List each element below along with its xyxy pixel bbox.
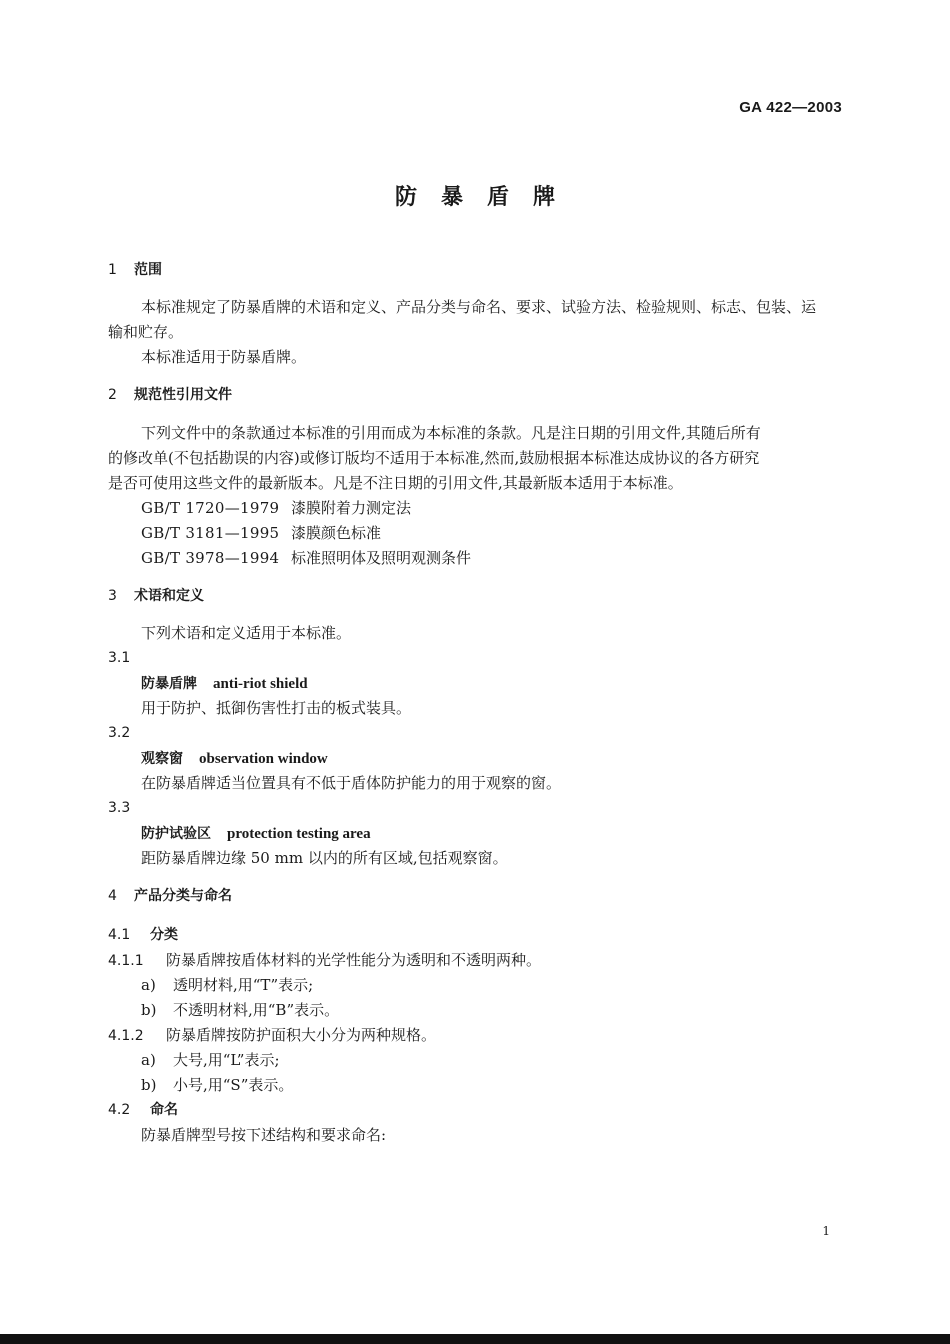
list-item: b) 小号,用“S”表示。 [141,1076,294,1094]
term-entry: 观察窗 observation window [141,751,328,767]
term-entry: 防暴盾牌 anti-riot shield [141,676,308,692]
section-heading-2: 2 规范性引用文件 [108,387,232,403]
term-number: 3.3 [108,800,131,816]
paragraph: 本标准规定了防暴盾牌的术语和定义、产品分类与命名、要求、试验方法、检验规则、标志、包装、运 [141,298,817,316]
list-item: a) 大号,用“L”表示; [141,1051,280,1069]
page-number: 1 [822,1224,830,1238]
paragraph: 防暴盾牌型号按下述结构和要求命名: [141,1126,387,1144]
section-heading-3: 3 术语和定义 [108,588,204,604]
reference-item: GB/T 1720—1979 漆膜附着力测定法 [141,499,412,517]
term-definition: 在防暴盾牌适当位置具有不低于盾体防护能力的用于观察的窗。 [141,774,562,792]
document-title: 防暴盾牌 [394,185,579,210]
paragraph: 本标准适用于防暴盾牌。 [141,348,307,366]
paragraph: 输和贮存。 [108,323,184,341]
paragraph: 的修改单(不包括勘误的内容)或修订版均不适用于本标准,然而,鼓励根据本标准达成协议的各方研究 [108,449,760,467]
paragraph: 是否可使用这些文件的最新版本。凡是不注日期的引用文件,其最新版本适用于本标准。 [108,474,683,492]
standard-code: GA 422—2003 [739,99,842,116]
section-heading-4: 4 产品分类与命名 [108,888,232,904]
subsection-heading-4-2: 4.2 命名 [108,1102,178,1118]
term-entry: 防护试验区 protection testing area [141,826,371,842]
list-item: b) 不透明材料,用“B”表示。 [141,1001,340,1019]
paragraph: 下列术语和定义适用于本标准。 [141,624,352,642]
clause-4-1-1: 4.1.1 防暴盾牌按盾体材料的光学性能分为透明和不透明两种。 [108,951,542,969]
term-number: 3.1 [108,650,131,666]
section-heading-1: 1 范围 [108,262,162,278]
reference-item: GB/T 3181—1995 漆膜颜色标准 [141,524,382,542]
term-definition: 用于防护、抵御伤害性打击的板式装具。 [141,699,412,717]
clause-4-1-2: 4.1.2 防暴盾牌按防护面积大小分为两种规格。 [108,1026,437,1044]
paragraph: 下列文件中的条款通过本标准的引用而成为本标准的条款。凡是注日期的引用文件,其随后所有 [141,424,761,442]
subsection-heading-4-1: 4.1 分类 [108,927,178,943]
term-definition: 距防暴盾牌边缘 50 mm 以内的所有区域,包括观察窗。 [141,849,508,867]
reference-item: GB/T 3978—1994 标准照明体及照明观测条件 [141,549,472,567]
term-number: 3.2 [108,725,131,741]
bottom-edge-bar [0,1334,950,1344]
list-item: a) 透明材料,用“T”表示; [141,976,314,994]
